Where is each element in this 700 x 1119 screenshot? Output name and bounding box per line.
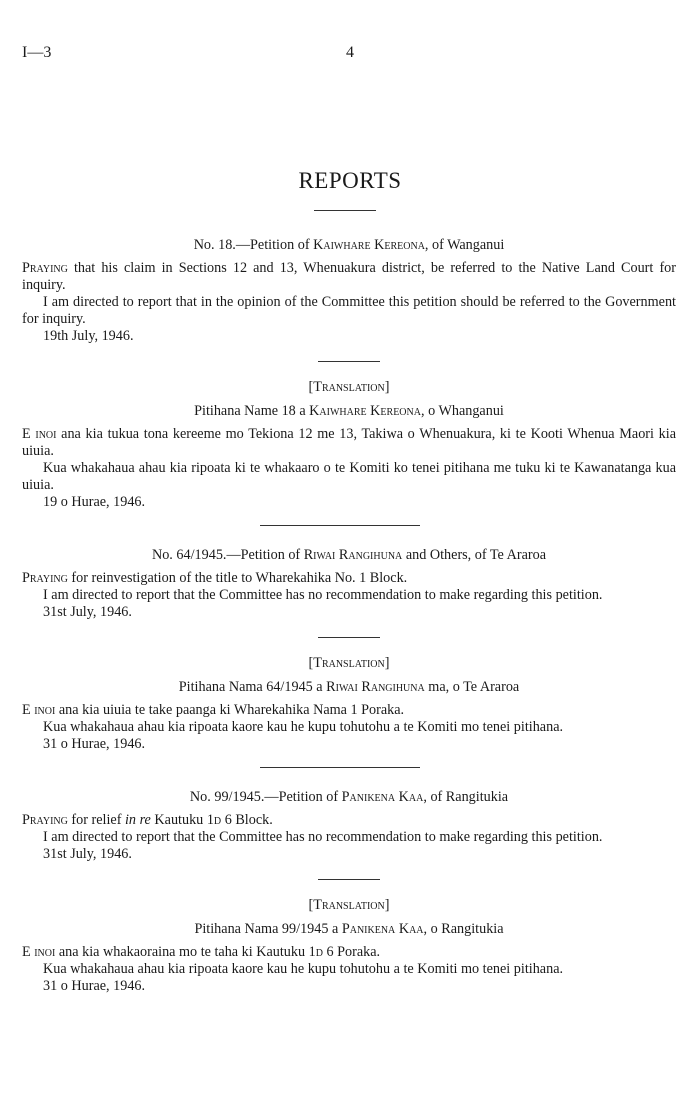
report-date: 19th July, 1946. bbox=[43, 328, 134, 344]
heading-suffix: , o Rangitukia bbox=[423, 921, 504, 937]
petition-64-translation bbox=[22, 654, 676, 753]
report-paragraph: Kua whakahaua ahau kia ripoata ki te whakaaro o te Komiti ko tenei pitihana me tuku ki te Kawanatanga kua uiuia. bbox=[22, 460, 676, 493]
prayer-paragraph bbox=[22, 260, 676, 294]
heading-suffix: , of Rangitukia bbox=[423, 789, 509, 805]
page-title: REPORTS bbox=[298, 168, 402, 193]
report-paragraph: I am directed to report that the Committee has no recommendation to make regarding this petition. bbox=[43, 587, 603, 603]
prayer-text-italic: in re bbox=[124, 812, 151, 828]
translation-tag: [Translation] bbox=[308, 379, 390, 395]
lead-word: Praying bbox=[22, 812, 68, 828]
section-rule bbox=[318, 361, 380, 362]
lead-word: E inoi bbox=[22, 702, 56, 718]
report-date: 31 o Hurae, 1946. bbox=[43, 736, 146, 752]
translation-tag: [Translation] bbox=[308, 897, 390, 913]
prayer-text: ana kia tukua tona kereeme mo Tekiona 12 me 13, Takiwa o Whenuakura, ki te Kooti Whenua Maori kia uiuia. bbox=[22, 426, 676, 459]
prayer-text: for relief bbox=[67, 812, 125, 828]
prayer-text: ana kia uiuia te take paanga ki Wharekahika Nama 1 Poraka. bbox=[55, 702, 405, 718]
report-date: 31st July, 1946. bbox=[43, 846, 132, 862]
report-date: 31st July, 1946. bbox=[43, 604, 132, 620]
heading-suffix: , o Whanganui bbox=[420, 403, 504, 419]
lead-word: Praying bbox=[22, 260, 68, 276]
section-heading bbox=[22, 920, 676, 938]
report-paragraph: Kua whakahaua ahau kia ripoata kaore kau he kupu tohutohu a te Komiti mo tenei pitihana. bbox=[43, 961, 564, 977]
section-rule bbox=[318, 879, 380, 880]
petitioner-name: Panikena Kaa bbox=[341, 789, 424, 805]
document-code: I—3 bbox=[22, 44, 52, 61]
heading-prefix: Pitihana Nama 64/1945 a bbox=[178, 679, 327, 695]
block-ref: 1d bbox=[206, 812, 222, 828]
lead-word: E inoi bbox=[22, 426, 57, 442]
page-header bbox=[22, 44, 678, 64]
heading-prefix: No. 64/1945.—Petition of bbox=[151, 547, 304, 563]
prayer-text: Kautuku bbox=[150, 812, 207, 828]
section-heading bbox=[22, 402, 676, 420]
heading-suffix: ma, o Te Araroa bbox=[424, 679, 520, 695]
heading-prefix: No. 18.—Petition of bbox=[193, 237, 314, 253]
section-heading bbox=[22, 236, 676, 254]
heading-prefix: Pitihana Name 18 a bbox=[194, 403, 310, 419]
petitioner-name: Kaiwhare Kereona bbox=[309, 403, 421, 419]
prayer-paragraph bbox=[22, 570, 676, 587]
section-rule-long bbox=[260, 525, 420, 526]
report-date: 31 o Hurae, 1946. bbox=[43, 978, 146, 994]
prayer-text: for reinvestigation of the title to Wharekahika No. 1 Block. bbox=[67, 570, 408, 586]
heading-suffix: , of Wanganui bbox=[424, 237, 505, 253]
petition-18-translation bbox=[22, 378, 676, 511]
section-rule-long bbox=[260, 767, 420, 768]
prayer-text: ana kia whakaoraina mo te taha ki Kautuku bbox=[55, 944, 309, 960]
report-paragraph: I am directed to report that the Committee has no recommendation to make regarding this petition. bbox=[43, 829, 603, 845]
title-rule bbox=[314, 210, 376, 211]
petition-99-translation bbox=[22, 896, 676, 995]
prayer-paragraph bbox=[22, 702, 676, 719]
heading-prefix: No. 99/1945.—Petition of bbox=[189, 789, 342, 805]
lead-word: Praying bbox=[22, 570, 68, 586]
petition-18-english bbox=[22, 236, 676, 345]
block-ref: 1d bbox=[308, 944, 323, 960]
prayer-text: 6 Block. bbox=[221, 812, 273, 828]
petitioner-name: Panikena Kaa bbox=[341, 921, 424, 937]
page-number: 4 bbox=[346, 44, 354, 61]
petitioner-name: Kaiwhare Kereona bbox=[313, 237, 425, 253]
prayer-paragraph bbox=[22, 426, 676, 460]
petitioner-name: Riwai Rangihuna bbox=[303, 547, 403, 563]
report-paragraph: I am directed to report that in the opinion of the Committee this petition should be referred to the Government for inquiry. bbox=[22, 294, 676, 327]
translation-tag: [Translation] bbox=[308, 655, 390, 671]
section-heading bbox=[22, 788, 676, 806]
prayer-paragraph bbox=[22, 812, 676, 829]
prayer-paragraph bbox=[22, 944, 676, 961]
reports-content bbox=[22, 236, 676, 995]
lead-word: E inoi bbox=[22, 944, 56, 960]
petition-99-english bbox=[22, 788, 676, 863]
petitioner-name: Riwai Rangihuna bbox=[326, 679, 425, 695]
petition-64-english bbox=[22, 546, 676, 621]
heading-suffix: and Others, of Te Araroa bbox=[402, 547, 547, 563]
heading-prefix: Pitihana Nama 99/1945 a bbox=[194, 921, 342, 937]
prayer-text: 6 Poraka. bbox=[322, 944, 381, 960]
report-paragraph: Kua whakahaua ahau kia ripoata kaore kau he kupu tohutohu a te Komiti mo tenei pitihana. bbox=[43, 719, 564, 735]
section-heading bbox=[22, 546, 676, 564]
section-rule bbox=[318, 637, 380, 638]
section-heading bbox=[22, 678, 676, 696]
report-date: 19 o Hurae, 1946. bbox=[43, 494, 146, 510]
prayer-text: that his claim in Sections 12 and 13, Whenuakura district, be referred to the Native Land Court for inquiry. bbox=[22, 260, 676, 293]
